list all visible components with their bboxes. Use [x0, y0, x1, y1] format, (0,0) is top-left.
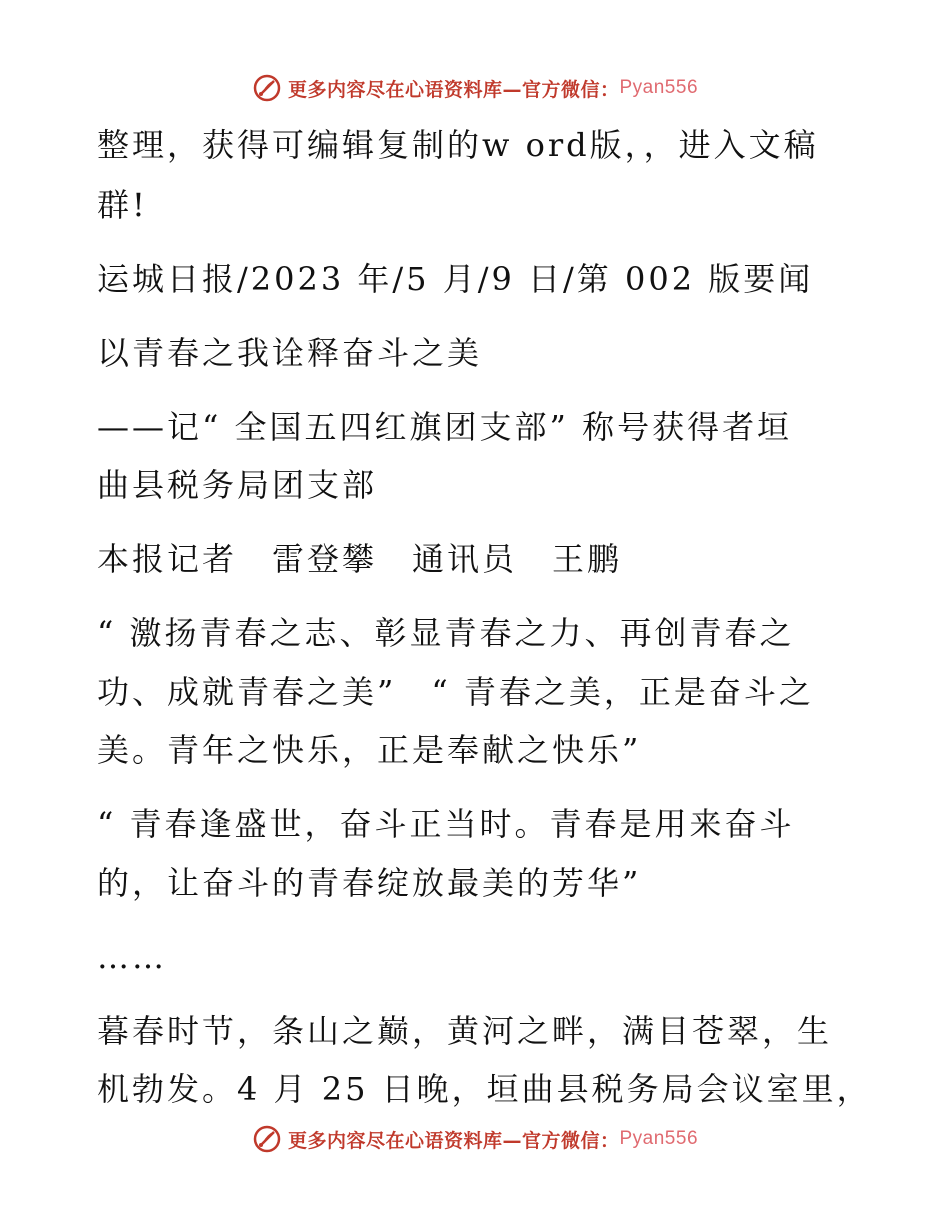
footer-watermark	[0, 1121, 950, 1157]
text-line: “ 激扬青春之志、彰显青春之力、再创青春之	[97, 614, 795, 652]
article-subtitle: 曲县税务局团支部	[97, 466, 378, 504]
watermark-wechat-id: Pyan556	[619, 1128, 699, 1149]
text-line: 整理，获得可编辑复制的w ord版，，进入文稿	[97, 126, 819, 164]
header-watermark	[0, 70, 950, 106]
quill-logo-icon	[252, 1124, 282, 1154]
text-line: 的，让奋斗的青春绽放最美的芳华”	[97, 864, 642, 902]
text-line: 暮春时节，条山之巅，黄河之畔，满目苍翠，生	[97, 1012, 833, 1050]
byline: 本报记者 雷登攀 通讯员 王鹏	[97, 540, 623, 578]
article-subtitle: ——记“ 全国五四红旗团支部” 称号获得者垣	[97, 408, 793, 446]
watermark-wechat-id: Pyan556	[619, 77, 699, 98]
quill-logo-icon	[252, 73, 282, 103]
watermark-text: 更多内容尽在心语资料库—官方微信：	[287, 78, 620, 101]
text-line: 机勃发。4 月 25 日晚，垣曲县税务局会议室里，	[97, 1070, 872, 1108]
watermark-text: 更多内容尽在心语资料库—官方微信：	[287, 1129, 620, 1152]
article-title: 以青春之我诠释奋斗之美	[97, 334, 483, 372]
ellipsis-line: ……	[97, 938, 167, 976]
text-line: 美。青年之快乐，正是奉献之快乐”	[97, 731, 642, 769]
text-line: “ 青春逢盛世，奋斗正当时。青春是用来奋斗	[97, 805, 795, 843]
text-line: 运城日报/2023 年/5 月/9 日/第 002 版要闻	[97, 260, 814, 298]
text-line: 功、成就青春之美” “ 青春之美，正是奋斗之	[97, 673, 814, 711]
text-line: 群!	[97, 186, 148, 224]
